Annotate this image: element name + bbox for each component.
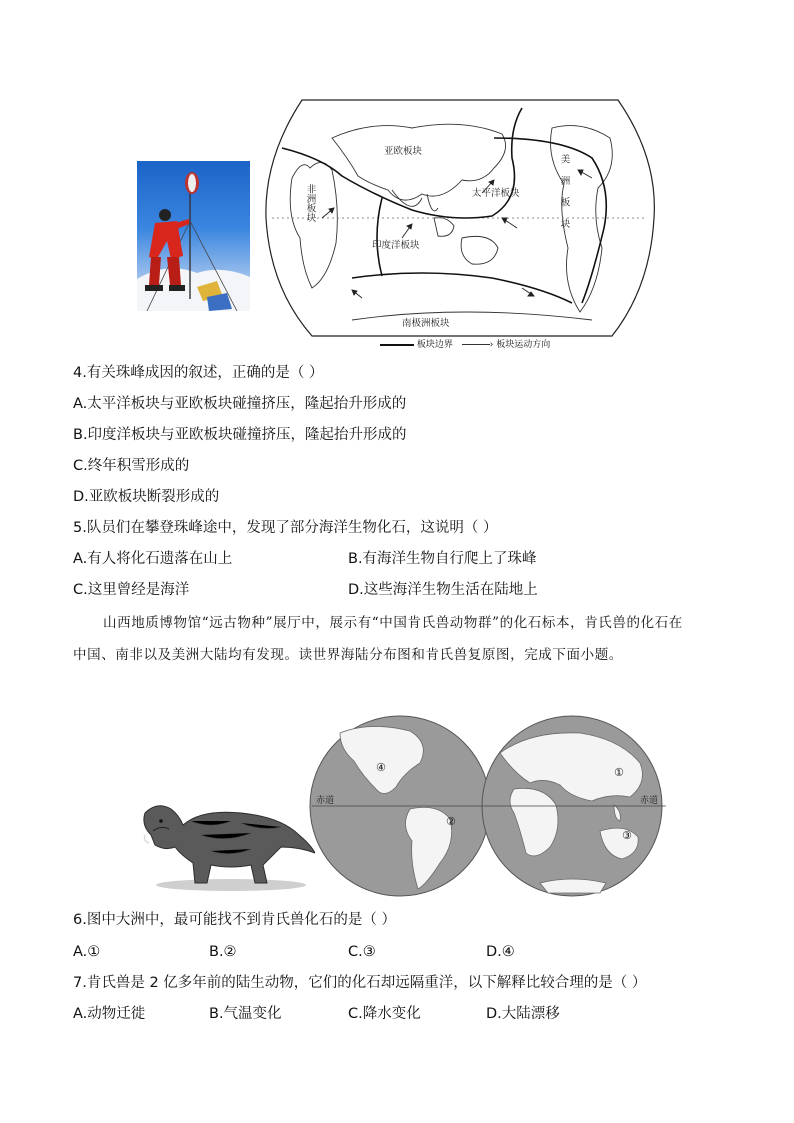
q7-stem: 7.肯氏兽是 2 亿多年前的陆生动物，它们的化石却远隔重洋，以下解释比较合理的是（ ） <box>73 975 647 991</box>
label-american-plate: 美洲板块 <box>558 154 570 240</box>
q4-stem: 4.有关珠峰成因的叙述，正确的是（ ） <box>73 365 324 381</box>
label-antarctic-plate: 南极洲板块 <box>402 318 450 329</box>
everest-climber-photo <box>137 161 250 311</box>
kannemeyeria-illustration <box>131 795 315 895</box>
q4-option-d[interactable]: D.亚欧板块断裂形成的 <box>73 489 220 505</box>
q4-option-c[interactable]: C.终年积雪形成的 <box>73 458 190 474</box>
equator-label-left: 赤道 <box>316 796 335 806</box>
climber-illustration <box>137 161 250 311</box>
plate-tectonics-map <box>262 98 658 353</box>
q5-option-b[interactable]: B.有海洋生物自行爬上了珠峰 <box>348 551 537 567</box>
equator-label-right: 赤道 <box>640 796 659 806</box>
q6-option-a[interactable]: A.① <box>73 944 101 960</box>
label-eurasian-plate: 亚欧板块 <box>384 146 423 157</box>
legend-direction-arrow <box>462 344 490 345</box>
legend-boundary-label: 板块边界 <box>416 340 453 350</box>
q6-stem: 6.图中大洲中，最可能找不到肯氏兽化石的是（ ） <box>73 912 396 928</box>
q7-option-c[interactable]: C.降水变化 <box>348 1006 421 1022</box>
world-hemispheres-map <box>300 713 678 899</box>
marker-2: ② <box>446 815 456 828</box>
reading-passage: 山西地质博物馆“远古物种”展厅中，展示有“中国肯氏兽动物群”的化石标本，肯氏兽的化石在中国、南非以及美洲大陆均有发现。读世界海陆分布图和肯氏兽复原图，完成下面小题。 <box>73 615 683 663</box>
q6-option-d[interactable]: D.④ <box>486 944 515 960</box>
marker-3: ③ <box>622 829 632 842</box>
legend-direction-label: 板块运动方向 <box>496 340 551 350</box>
label-pacific-plate: 太平洋板块 <box>472 188 520 199</box>
q4-option-a[interactable]: A.太平洋板块与亚欧板块碰撞挤压，隆起抬升形成的 <box>73 396 407 412</box>
q4-option-b[interactable]: B.印度洋板块与亚欧板块碰撞挤压，隆起抬升形成的 <box>73 427 407 443</box>
q7-option-b[interactable]: B.气温变化 <box>209 1006 282 1022</box>
q6-option-c[interactable]: C.③ <box>348 944 376 960</box>
map-legend <box>380 338 660 352</box>
q7-option-a[interactable]: A.动物迁徙 <box>73 1006 146 1022</box>
q5-option-a[interactable]: A.有人将化石遗落在山上 <box>73 551 233 567</box>
legend-boundary-swatch <box>380 344 414 346</box>
q7-option-d[interactable]: D.大陆漂移 <box>486 1006 560 1022</box>
q6-option-b[interactable]: B.② <box>209 944 237 960</box>
q5-stem: 5.队员们在攀登珠峰途中，发现了部分海洋生物化石，这说明（ ） <box>73 520 498 536</box>
label-african-plate: 非洲板块 <box>304 184 316 222</box>
q5-option-d[interactable]: D.这些海洋生物生活在陆地上 <box>348 582 538 598</box>
marker-4: ④ <box>376 761 386 774</box>
marker-1: ① <box>614 766 624 779</box>
legend-arrow-head: › <box>489 340 494 350</box>
label-indian-plate: 印度洋板块 <box>372 240 420 251</box>
q5-option-c[interactable]: C.这里曾经是海洋 <box>73 582 190 598</box>
